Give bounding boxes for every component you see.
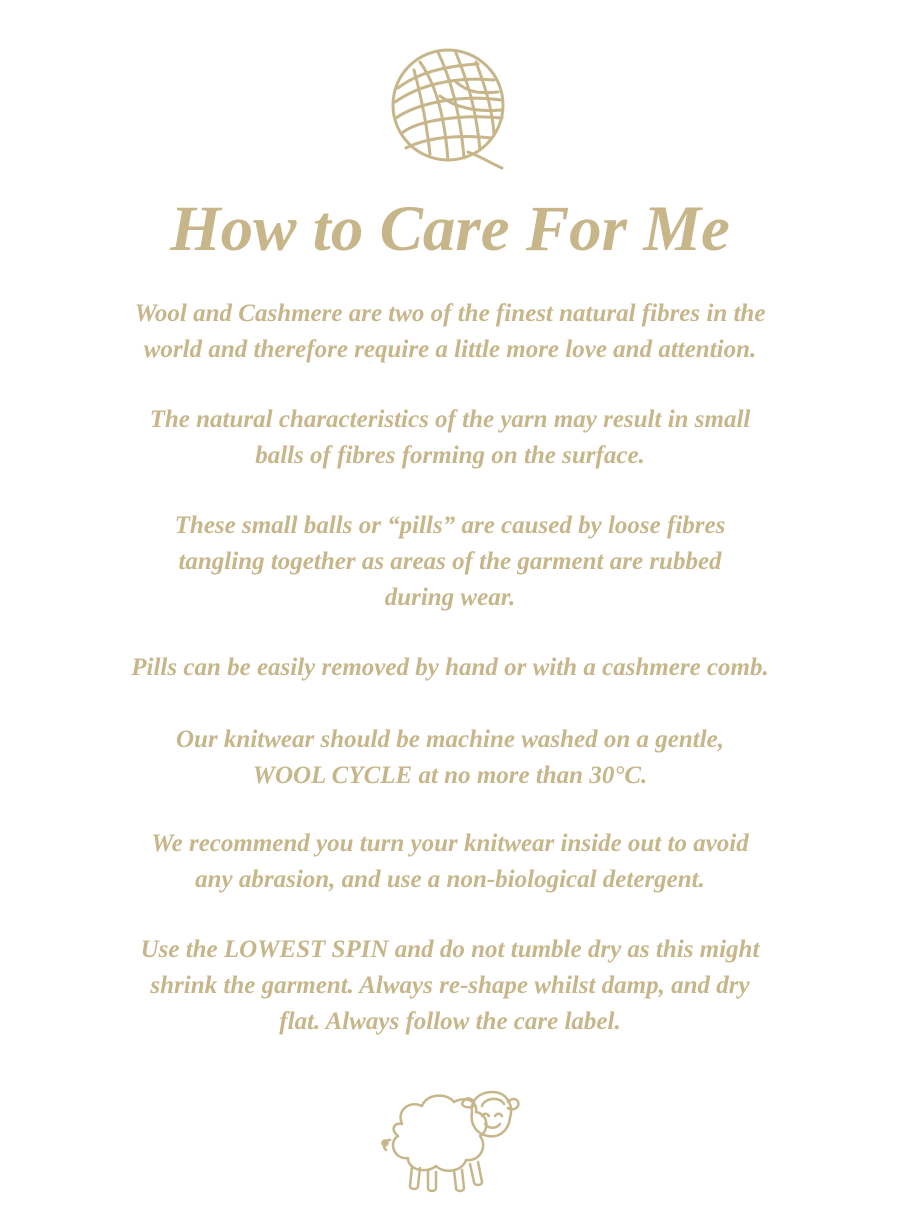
text-line: any abrasion, and use a non-biological detergent.	[195, 866, 705, 893]
text-line: Our knitwear should be machine washed on a gentle,	[176, 726, 724, 753]
text-line: flat. Always follow the care label.	[279, 1008, 621, 1035]
paragraph-characteristics	[40, 402, 860, 474]
text-line: Pills can be easily removed by hand or with a cashmere comb.	[131, 654, 769, 681]
text-line: world and therefore require a little more love and attention.	[143, 336, 757, 363]
yarn-ball-icon	[386, 48, 514, 174]
text-line: during wear.	[384, 584, 516, 611]
text-line: WOOL CYCLE at no more than 30°C.	[252, 762, 648, 789]
text-line: Use the LOWEST SPIN and do not tumble dry as this might	[140, 936, 760, 963]
sheep-icon	[376, 1082, 526, 1200]
page-title: How to Care For Me	[170, 193, 730, 265]
text-line: We recommend you turn your knitwear inside out to avoid	[151, 830, 749, 857]
paragraph-pills	[40, 508, 860, 616]
text-line: shrink the garment. Always re-shape whilst damp, and dry	[150, 972, 750, 999]
paragraph-recommendation	[40, 826, 860, 898]
text-line: Wool and Cashmere are two of the finest natural fibres in the	[134, 300, 766, 327]
paragraph-removal	[40, 650, 860, 686]
paragraph-drying	[40, 932, 860, 1040]
text-line: These small balls or “pills” are caused by loose fibres	[174, 512, 726, 539]
text-line: balls of fibres forming on the surface.	[255, 442, 645, 469]
text-line: The natural characteristics of the yarn may result in small	[149, 406, 751, 433]
paragraph-intro	[40, 296, 860, 368]
text-line: tangling together as areas of the garment are rubbed	[178, 548, 722, 575]
paragraph-washing	[40, 722, 860, 794]
